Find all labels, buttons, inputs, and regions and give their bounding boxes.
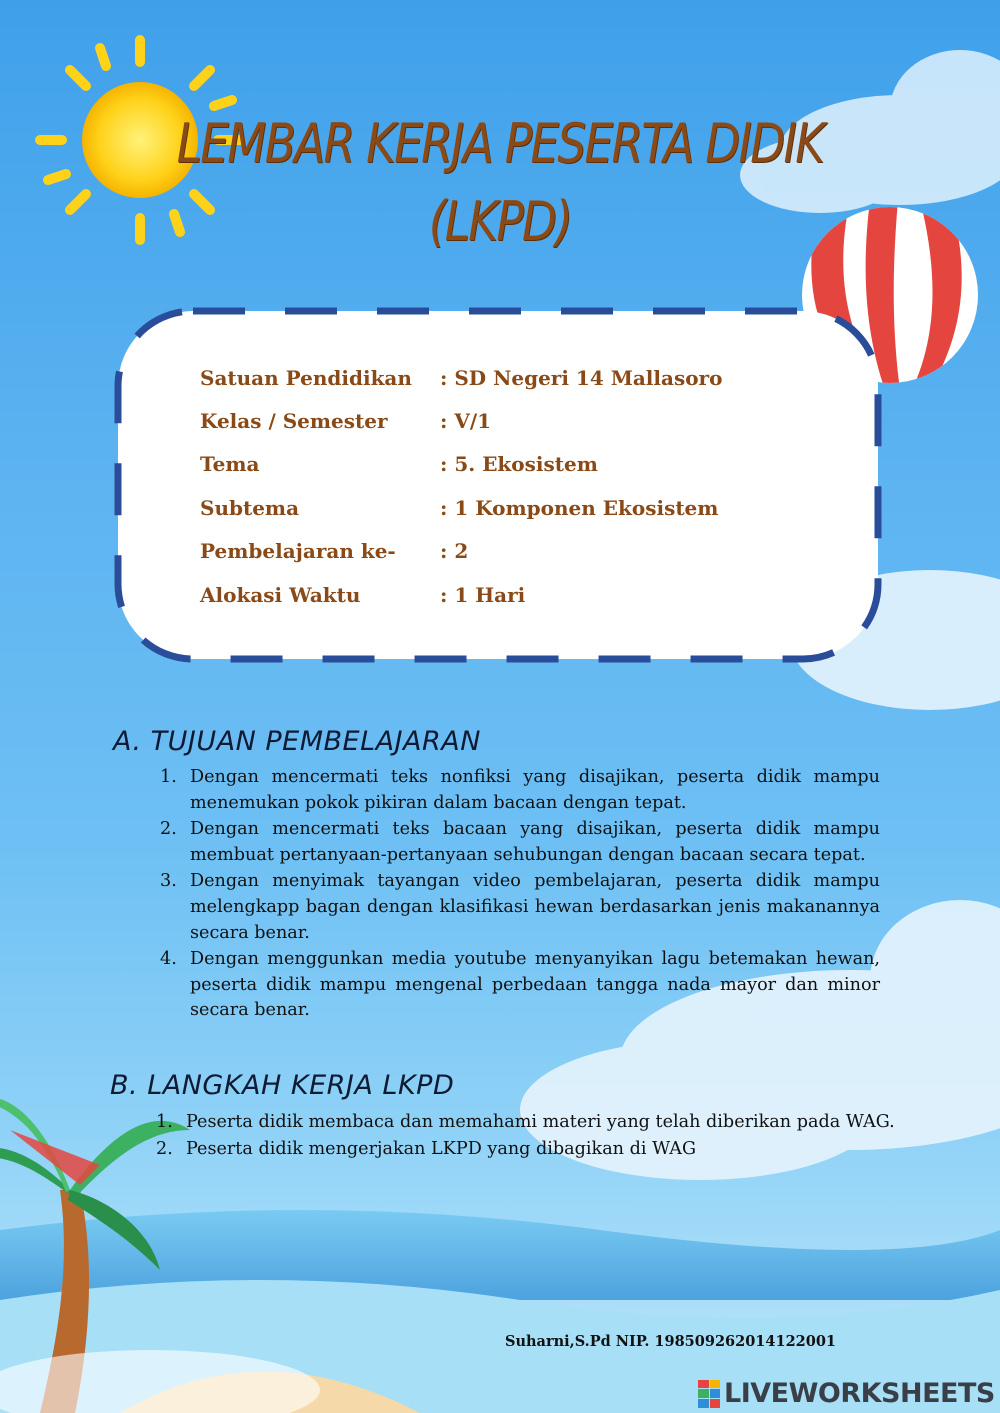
- info-row-tema: [200, 443, 760, 486]
- info-row-satuan: [200, 356, 760, 399]
- info-row-kelas: [200, 399, 760, 442]
- info-row-alokasi: [200, 573, 760, 616]
- info-label: Alokasi Waktu: [200, 582, 361, 607]
- list-text: Peserta didik mengerjakan LKPD yang dibagikan di WAG: [186, 1138, 697, 1159]
- info-row-subtema: [200, 486, 760, 529]
- list-text: Dengan menyimak tayangan video pembelajaran, peserta didik mampu melengkapp bagan dengan klasifikasi hewan berdasarkan jenis makanannya secara benar.: [190, 871, 880, 943]
- list-number: 2.: [160, 819, 177, 840]
- list-text: Dengan mencermati teks bacaan yang disajikan, peserta didik mampu membuat pertanyaan-pertanyaan sehubungan dengan bacaan secara tepat.: [190, 819, 880, 865]
- list-number: 1.: [160, 767, 177, 787]
- brand-watermark[interactable]: [698, 1378, 995, 1409]
- list-item: [160, 869, 880, 946]
- list-item: [160, 765, 880, 816]
- page-subtitle: (LKPD): [428, 190, 572, 253]
- list-text: Dengan mencermati teks nonfiksi yang disajikan, peserta didik mampu menemukan pokok pikiran dalam bacaan dengan tepat.: [190, 767, 880, 813]
- info-value: : 5. Ekosistem: [440, 452, 598, 477]
- liveworksheets-logo-icon: [698, 1380, 720, 1408]
- langkah-list: [156, 1110, 931, 1163]
- info-label: Kelas / Semester: [200, 409, 388, 434]
- info-value: : 1 Komponen Ekosistem: [440, 495, 719, 520]
- list-item: [156, 1137, 931, 1163]
- section-heading-tujuan: A. TUJUAN PEMBELAJARAN: [113, 726, 481, 757]
- author-signature: Suharni,S.Pd NIP. 198509262014122001: [505, 1333, 837, 1350]
- list-item: [156, 1110, 931, 1136]
- info-label: Pembelajaran ke-: [200, 539, 396, 564]
- tujuan-list: [160, 765, 880, 1025]
- info-label: Subtema: [200, 495, 300, 520]
- identity-table: [200, 356, 760, 616]
- list-text: Dengan menggunkan media youtube menyanyikan lagu betemakan hewan, peserta didik mampu mengenal perbedaan tangga nada mayor dan minor secara benar.: [190, 949, 880, 1021]
- info-value: : 1 Hari: [440, 582, 526, 607]
- list-number: 1.: [156, 1112, 173, 1132]
- page-title: LEMBAR KERJA PESERTA DIDIK: [176, 112, 824, 175]
- list-text: Peserta didik membaca dan memahami materi yang telah diberikan pada WAG.: [186, 1112, 895, 1132]
- info-label: Tema: [200, 452, 260, 477]
- list-item: [160, 947, 880, 1024]
- list-number: 2.: [156, 1138, 173, 1159]
- list-item: [160, 817, 880, 868]
- info-row-pembelajaran: [200, 530, 760, 573]
- info-value: : 2: [440, 539, 469, 564]
- list-number: 4.: [160, 949, 177, 970]
- brand-name: LIVEWORKSHEETS: [724, 1378, 995, 1409]
- info-label: Satuan Pendidikan: [200, 365, 412, 390]
- section-heading-langkah: B. LANGKAH KERJA LKPD: [110, 1070, 455, 1101]
- info-value: : V/1: [440, 409, 492, 434]
- info-value: : SD Negeri 14 Mallasoro: [440, 365, 723, 390]
- list-number: 3.: [160, 871, 177, 892]
